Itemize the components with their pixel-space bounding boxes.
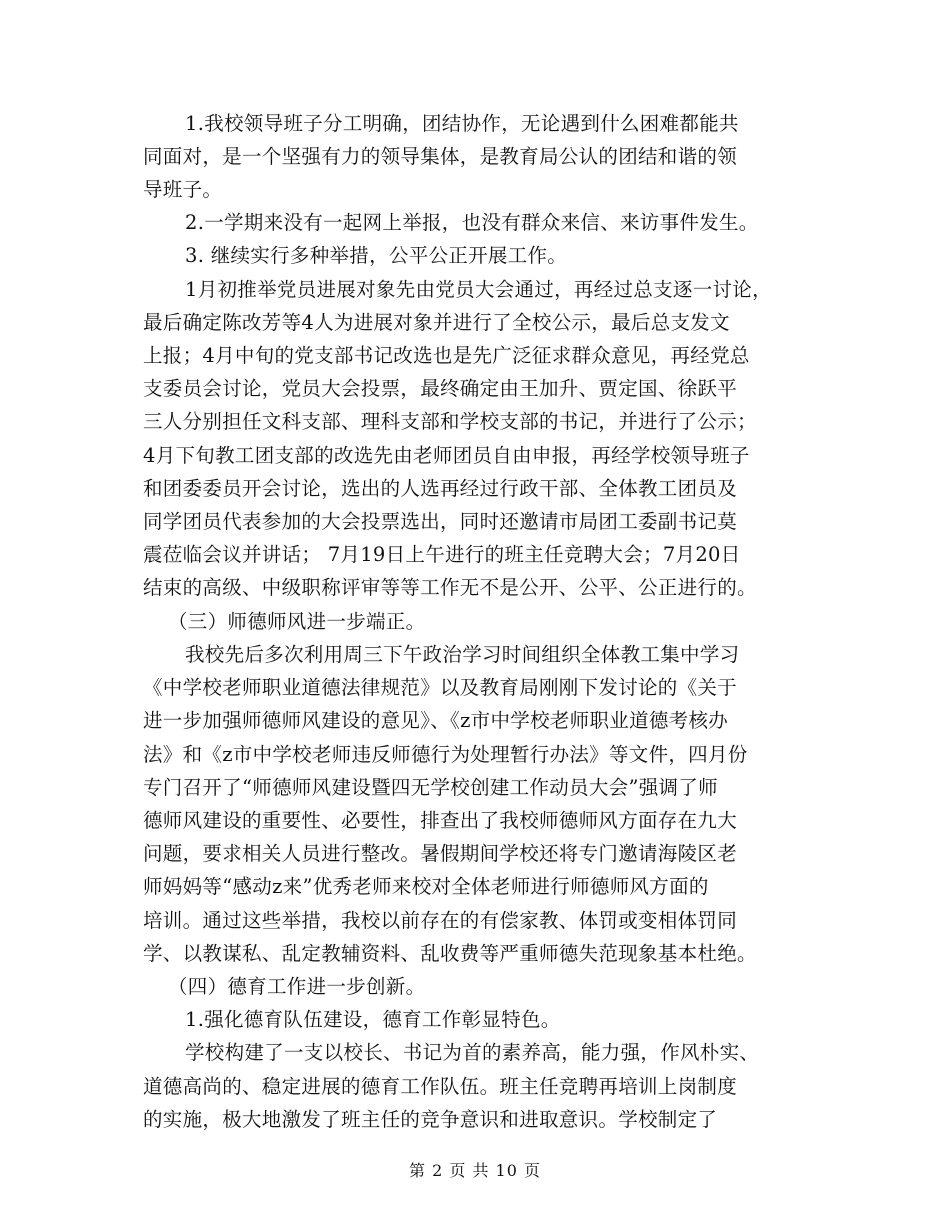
paragraph-line: 上报；4月中旬的党支部书记改选也是先广泛征求群众意见，再经党总 bbox=[143, 344, 750, 367]
paragraph-line: 导班子。 bbox=[143, 178, 223, 201]
paragraph-line: 师妈妈等“感动z来”优秀老师来校对全体老师进行师德师风方面的 bbox=[143, 875, 709, 898]
paragraph-line: 结束的高级、中级职称评审等等工作无不是公开、公平、公正进行的。 bbox=[143, 576, 757, 599]
paragraph-line: 同学团员代表参加的大会投票选出，同时还邀请市局团工委副书记莫 bbox=[143, 510, 738, 533]
paragraph-line: 震莅临会议并讲话； 7月19日上午进行的班主任竞聘大会；7月20日 bbox=[143, 543, 741, 566]
paragraph-line: 专门召开了“师德师风建设暨四无学校创建工作动员大会”强调了师 bbox=[143, 776, 718, 799]
paragraph-line: 3. 继续实行多种举措，公平公正开展工作。 bbox=[185, 244, 568, 267]
paragraph-line: 1.强化德育队伍建设，德育工作彰显特色。 bbox=[185, 1008, 561, 1031]
paragraph-line: 学、以教谋私、乱定教辅资料、乱收费等严重师德失范现象基本杜绝。 bbox=[143, 942, 757, 965]
section-heading: （三）师德师风进一步端正。 bbox=[168, 610, 426, 633]
section-heading: （四）德育工作进一步创新。 bbox=[168, 975, 426, 998]
paragraph-line: 问题，要求相关人员进行整改。暑假期间学校还将专门邀请海陵区老 bbox=[143, 842, 738, 865]
paragraph-line: 和团委委员开会讨论，选出的人选再经过行政干部、全体教工团员及 bbox=[143, 477, 738, 500]
paragraph-line: 同面对，是一个坚强有力的领导集体，是教育局公认的团结和谐的领 bbox=[143, 145, 738, 168]
paragraph-line: 1.我校领导班子分工明确，团结协作，无论遇到什么困难都能共 bbox=[185, 112, 739, 135]
paragraph-line: 最后确定陈改芳等4人为进展对象并进行了全校公示，最后总支发文 bbox=[143, 311, 730, 334]
paragraph-line: 法》和《z市中学校老师违反师德行为处理暂行办法》等文件，四月份 bbox=[143, 743, 748, 766]
paragraph-line: 《中学校老师职业道德法律规范》以及教育局刚刚下发讨论的《关于 bbox=[143, 676, 738, 699]
paragraph-line: 学校构建了一支以校长、书记为首的素养高，能力强，作风朴实、 bbox=[185, 1041, 760, 1064]
paragraph-line: 道德高尚的、稳定进展的德育工作队伍。班主任竞聘再培训上岗制度 bbox=[143, 1075, 738, 1098]
paragraph-line: 培训。通过这些举措，我校以前存在的有偿家教、体罚或变相体罚同 bbox=[143, 909, 738, 932]
paragraph-line: 的实施，极大地激发了班主任的竞争意识和进取意识。学校制定了 bbox=[143, 1108, 718, 1131]
paragraph-line: 我校先后多次利用周三下午政治学习时间组织全体教工集中学习 bbox=[185, 643, 740, 666]
paragraph-line: 4月下旬教工团支部的改选先由老师团员自由申报，再经学校领导班子 bbox=[143, 444, 750, 467]
paragraph-line: 进一步加强师德师风建设的意见》、《z市中学校老师职业道德考核办 bbox=[143, 709, 729, 732]
page-footer: 第 2 页 共 10 页 bbox=[409, 1161, 541, 1180]
paragraph-line: 2.一学期来没有一起网上举报，也没有群众来信、来访事件发生。 bbox=[185, 211, 759, 234]
paragraph-line: 1月初推举党员进展对象先由党员大会通过，再经过总支逐一讨论， bbox=[185, 278, 772, 301]
paragraph-line: 德师风建设的重要性、必要性，排查出了我校师德师风方面存在九大 bbox=[143, 809, 738, 832]
paragraph-line: 三人分别担任文科支部、理科支部和学校支部的书记，并进行了公示； bbox=[143, 410, 757, 433]
paragraph-line: 支委员会讨论，党员大会投票，最终确定由王加升、贾定国、徐跃平 bbox=[143, 377, 738, 400]
